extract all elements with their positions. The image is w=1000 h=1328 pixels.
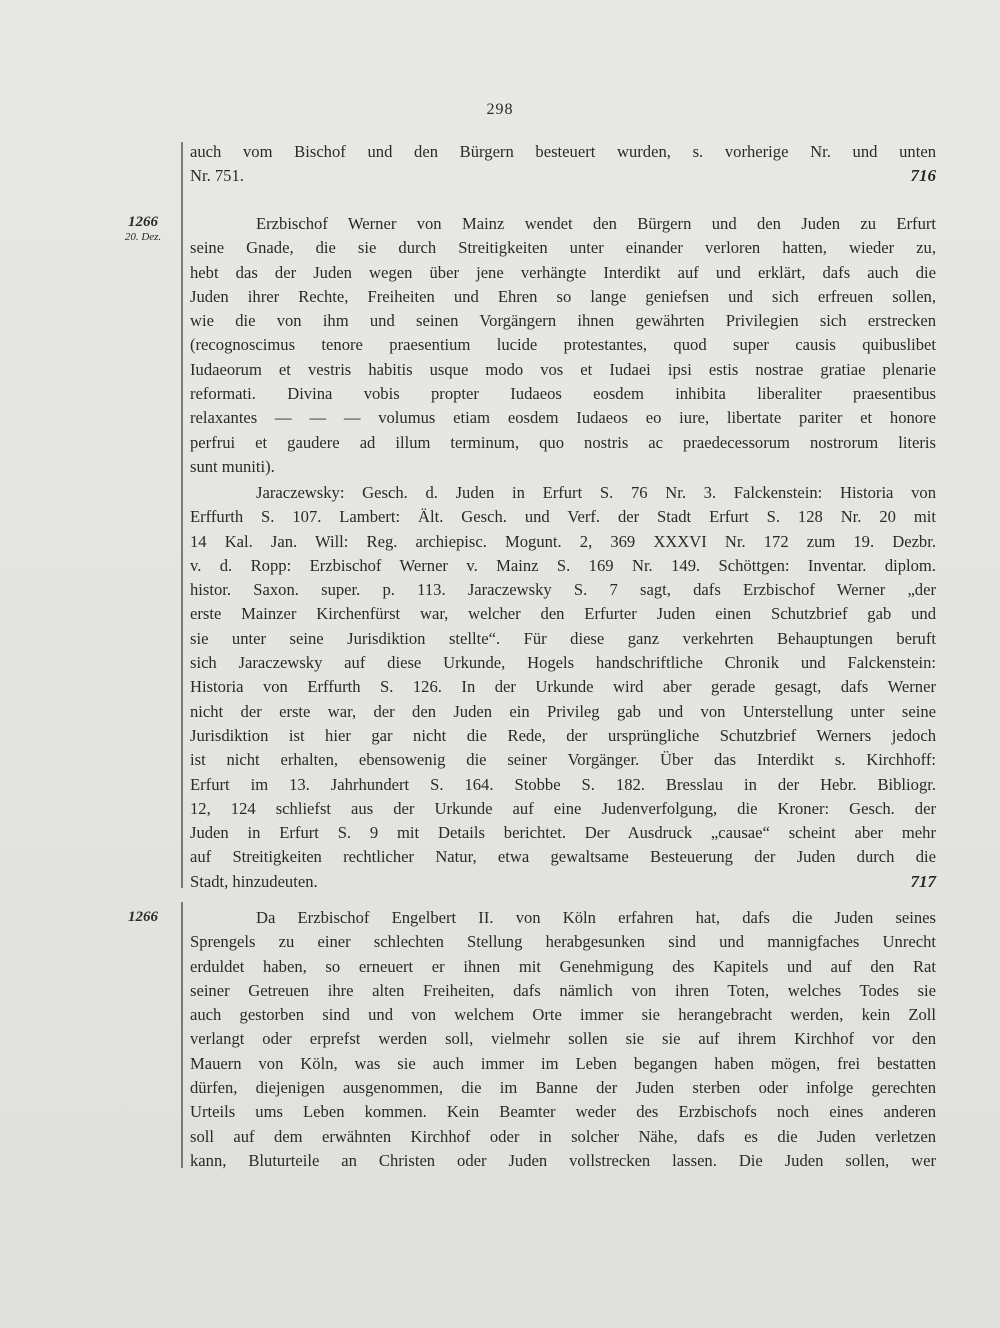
note-line: sie unter seine Jurisdiktion stellte“. Für diese ganz verkehrten Behauptungen beruft [190,628,936,648]
entry-number-716: 716 [910,166,936,186]
entry-717-margin-date [110,213,176,244]
entry-718-regest [190,906,936,1173]
entry-716-tail [190,140,936,189]
regest-line: relaxantes — — — volumus etiam eosdem Iudaeos eo iure, libertate pariter et honore [190,408,936,428]
note-line: erste Mainzer Kirchenfürst war, welcher den Erfurter Juden einen Schutzbrief gab und [190,604,936,624]
note-line: Jurisdiktion ist hier gar nicht die Rede, der ursprüngliche Schutzbrief Werners jedoch [190,725,936,745]
regest-line: Mauern von Köln, was sie auch immer im Leben begangen haben mögen, frei bestatten [190,1053,936,1073]
note-line: v. d. Ropp: Erzbischof Werner v. Mainz S. 169 Nr. 149. Schöttgen: Inventar. diplom. [190,555,936,575]
entry-716-line-1: auch vom Bischof und den Bürgern besteuert wurden, s. vorherige Nr. und unten [190,142,936,161]
regest-line: Urteils ums Leben kommen. Kein Beamter weder des Erzbischofs noch eines anderen [190,1102,936,1122]
regest-line: perfrui et gaudere ad illum terminum, quo nostris ac praedecessorum nostrorum literis [190,432,936,452]
regest-line: (recognoscimus tenore praesentium lucide protestantes, quod super causis quibuslibet [190,335,936,355]
entry-718-date-year: 1266 [128,909,158,925]
note-line: Erfurt im 13. Jahrhundert S. 164. Stobbe S. 182. Bresslau in der Hebr. Bibliogr. [190,774,936,794]
note-last-text: Stadt, hinzudeuten. [190,871,318,891]
regest-line: Sprengels zu einer schlechten Stellung herabgesunken sind und mannigfaches Unrecht [190,932,936,952]
entry-716-line-2-text: Nr. 751. [190,166,244,186]
note-line: Juden in Erfurt S. 9 mit Details berichtet. Der Ausdruck „causae“ scheint aber mehr [190,823,936,843]
regest-line: soll auf dem erwähnten Kirchhof oder in solcher Nähe, dafs es die Juden verletzen [190,1126,936,1146]
column-rule-lower [181,902,183,1168]
regest-line: verlangt oder erprefst werden soll, vielmehr sollen sie sie auf ihrem Kirchhof vor den [190,1029,936,1049]
note-line: 12, 124 schliefst aus der Urkunde auf eine Judenverfolgung, die Kroner: Gesch. der [190,798,936,818]
entry-716-line-2 [190,164,936,188]
column-rule-upper [181,142,183,888]
note-last-line [190,870,936,894]
regest-line: dürfen, diejenigen ausgenommen, die im Banne der Juden sterben oder infolge gerechten [190,1078,936,1098]
note-line: sich Jaraczewsky auf diese Urkunde, Hogels handschriftliche Chronik und Falckenstein: [190,653,936,673]
regest-line: wie die von ihm und seinen Vorgängern ihnen gewährten Privilegien sich erstrecken [190,311,936,331]
regest-line: reformati. Divina vobis propter Iudaeos eosdem inhibita liberaliter praesentibus [190,384,936,404]
note-line: ist nicht erhalten, ebensowenig die seiner Vorgänger. Über das Interdikt s. Kirchhoff: [190,750,936,770]
entry-717-regest [190,212,936,479]
regest-line: seine Gnade, die sie durch Streitigkeiten unter einander verloren hatten, wieder zu, [190,238,936,258]
note-line: histor. Saxon. super. p. 113. Jaraczewsky S. 7 sagt, dafs Erzbischof Werner „der [190,580,936,600]
note-line: Jaraczewsky: Gesch. d. Juden in Erfurt S. 76 Nr. 3. Falckenstein: Historia von [256,483,936,502]
entry-717-date-day: 20. Dez. [124,231,162,243]
regest-line: Iudaeorum et vestris habitis usque modo vos et Iudaei ipsi estis nostrae gratiae plenarie [190,359,936,379]
regest-line: hebt das der Juden wegen über jene verhängte Interdikt auf und erklärt, dafs auch die [190,262,936,282]
entry-717-date-year: 1266 [128,214,158,230]
regest-line: Da Erzbischof Engelbert II. von Köln erfahren hat, dafs die Juden seines [256,908,936,927]
regest-line: Erzbischof Werner von Mainz wendet den Bürgern und den Juden zu Erfurt [256,214,936,233]
regest-line: Juden ihrer Rechte, Freiheiten und Ehren so lange geniefsen und sich erfreuen sollen, [190,286,936,306]
entry-718-margin-date [110,908,176,926]
regest-line: kann, Bluturteile an Christen oder Juden vollstrecken lassen. Die Juden sollen, wer [190,1150,936,1170]
regest-line: seiner Getreuen ihre alten Freiheiten, dafs nämlich von ihren Toten, welches Todes sie [190,980,936,1000]
note-line: Historia von Erffurth S. 126. In der Urkunde wird aber gerade gesagt, dafs Werner [190,677,936,697]
note-line: 14 Kal. Jan. Will: Reg. archiepisc. Mogunt. 2, 369 XXXVI Nr. 172 zum 19. Dezbr. [190,531,936,551]
regest-line: auch gestorben sind und von welchem Orte immer sie herangebracht werden, kein Zoll [190,1005,936,1025]
regest-line: sunt muniti). [190,456,275,476]
note-line: auf Streitigkeiten rechtlicher Natur, etwa gewaltsame Besteuerung der Juden durch die [190,847,936,867]
note-line: nicht der erste war, der den Juden ein Privileg gab und von Unterstellung unter seine [190,701,936,721]
regest-line: erduldet haben, so erneuert er ihnen mit Genehmigung des Kapitels und auf den Rat [190,956,936,976]
note-line: Erffurth S. 107. Lambert: Ält. Gesch. und Verf. der Stadt Erfurt S. 128 Nr. 20 mit [190,507,936,527]
page-number: 298 [486,101,514,118]
entry-717-notes [190,481,936,894]
entry-number-717: 717 [910,871,936,891]
